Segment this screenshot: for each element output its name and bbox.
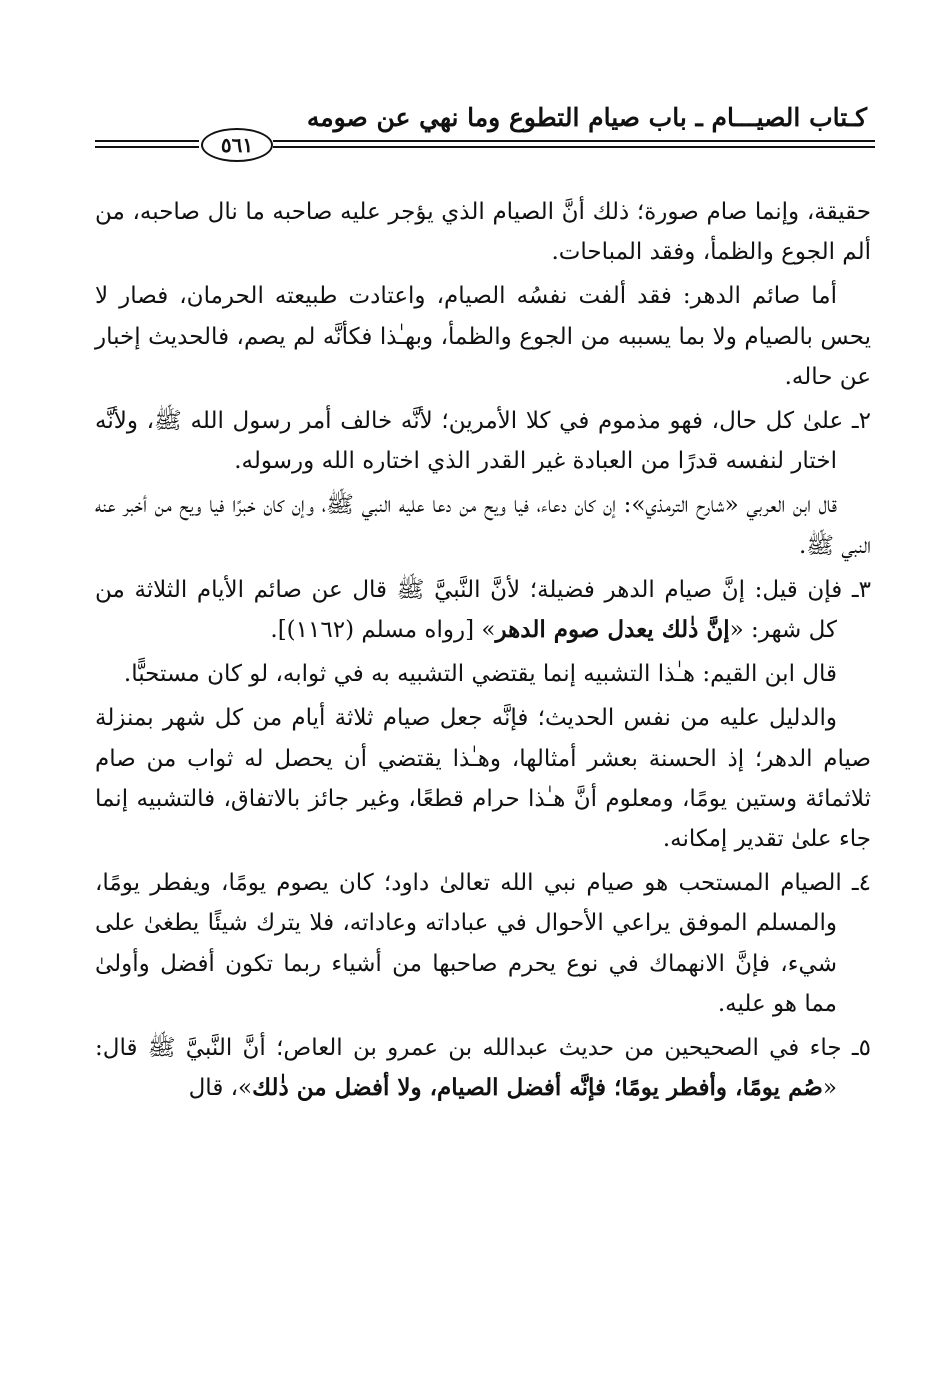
paragraph [95, 654, 871, 694]
paragraph-text: قال ابن العربي «شارح الترمذي»: إن كان دعاء، فيا ويح من دعا عليه النبي ﷺ، وإن كان خبرًا فيا ويح من أخبر عنه النبي ﷺ. [95, 492, 871, 559]
paragraph-text: والدليل عليه من نفس الحديث؛ فإنَّه جعل صيام ثلاثة أيام من كل شهر بمنزلة صيام الدهر؛ إذ الحسنة بعشر أمثالها، وهـٰذا يقتضي أن يحصل له ثواب من صام ثلاثمائة وستين يومًا، ومعلوم أنَّ هـٰذا حرام قطعًا، وغير جائز بالاتفاق، فالتشبيه إنما جاء علىٰ تقدير إمكانه. [95, 705, 871, 853]
body-text [95, 192, 871, 1112]
paragraph-text: أما صائم الدهر: فقد ألفت نفسُه الصيام، واعتادت طبيعته الحرمان، فصار لا يحس بالصيام ولا بما يسببه من الجوع والظمأ، وبهـٰذا فكأنَّه لم يصم، فالحديث إخبار عن حاله. [95, 283, 871, 390]
numbered-item [95, 1028, 871, 1108]
header-rule [95, 146, 199, 148]
page-header [95, 100, 875, 164]
paragraph-text: فإن قيل: إنَّ صيام الدهر فضيلة؛ لأنَّ النَّبيَّ ﷺ قال عن صائم الأيام الثلاثة من كل شهر: « [95, 576, 843, 644]
paragraph-text: قال ابن القيم: هـٰذا التشبيه إنما يقتضي التشبيه به في ثوابه، لو كان مستحبًّا. [123, 661, 837, 688]
item-number: ٢ـ [851, 408, 871, 435]
hadith-quote: صُم يومًا، وأفطر يومًا؛ فإنَّه أفضل الصيام، ولا أفضل من ذٰلك [252, 1074, 823, 1102]
paragraph-text: » [رواه مسلم (١١٦٢)]. [270, 617, 496, 644]
paragraph [95, 698, 871, 859]
paragraph-text: الصيام المستحب هو صيام نبي الله تعالىٰ داود؛ كان يصوم يومًا، ويفطر يومًا، والمسلم الموفق يراعي الأحوال في عباداته وعاداته، فلا يترك شيئًا يطغىٰ على شيء، فإنَّ الانهماك في نوع يحرم صاحبها من أشياء ربما تكون أفضل وأولىٰ مما هو عليه. [95, 870, 842, 1017]
paragraph-text: »، قال [188, 1075, 253, 1102]
paragraph-text: حقيقة، وإنما صام صورة؛ ذلك أنَّ الصيام الذي يؤجر عليه صاحبه ما نال صاحبه، من ألم الجوع والظمأ، وفقد المباحات. [95, 199, 871, 266]
item-number: ٥ـ [851, 1035, 872, 1062]
paragraph-text: علىٰ كل حال، فهو مذموم في كلا الأمرين؛ لأنَّه خالف أمر رسول الله ﷺ، ولأنَّه اختار لنفسه قدرًا من العبادة غير القدر الذي اختاره الله ورسوله. [95, 408, 844, 475]
header-rule [95, 140, 199, 142]
header-rule [273, 140, 875, 142]
numbered-item [95, 863, 871, 1024]
page-number: ٥٦١ [201, 128, 273, 162]
paragraph [95, 485, 871, 565]
paragraph [95, 192, 871, 272]
running-title: كـتاب الصيـــام ـ باب صيام التطوع وما نهي عن صومه [306, 103, 867, 132]
paragraph [95, 276, 871, 397]
item-number: ٤ـ [851, 870, 872, 897]
header-rule [273, 146, 875, 148]
hadith-quote: إنَّ ذٰلك يعدل صوم الدهر [495, 616, 730, 644]
numbered-item [95, 401, 871, 481]
item-number: ٣ـ [851, 576, 871, 603]
paragraph-text: جاء في الصحيحين من حديث عبدالله بن عمرو بن العاص؛ أنَّ النَّبيَّ ﷺ قال: « [95, 1035, 842, 1102]
numbered-item [95, 570, 871, 650]
